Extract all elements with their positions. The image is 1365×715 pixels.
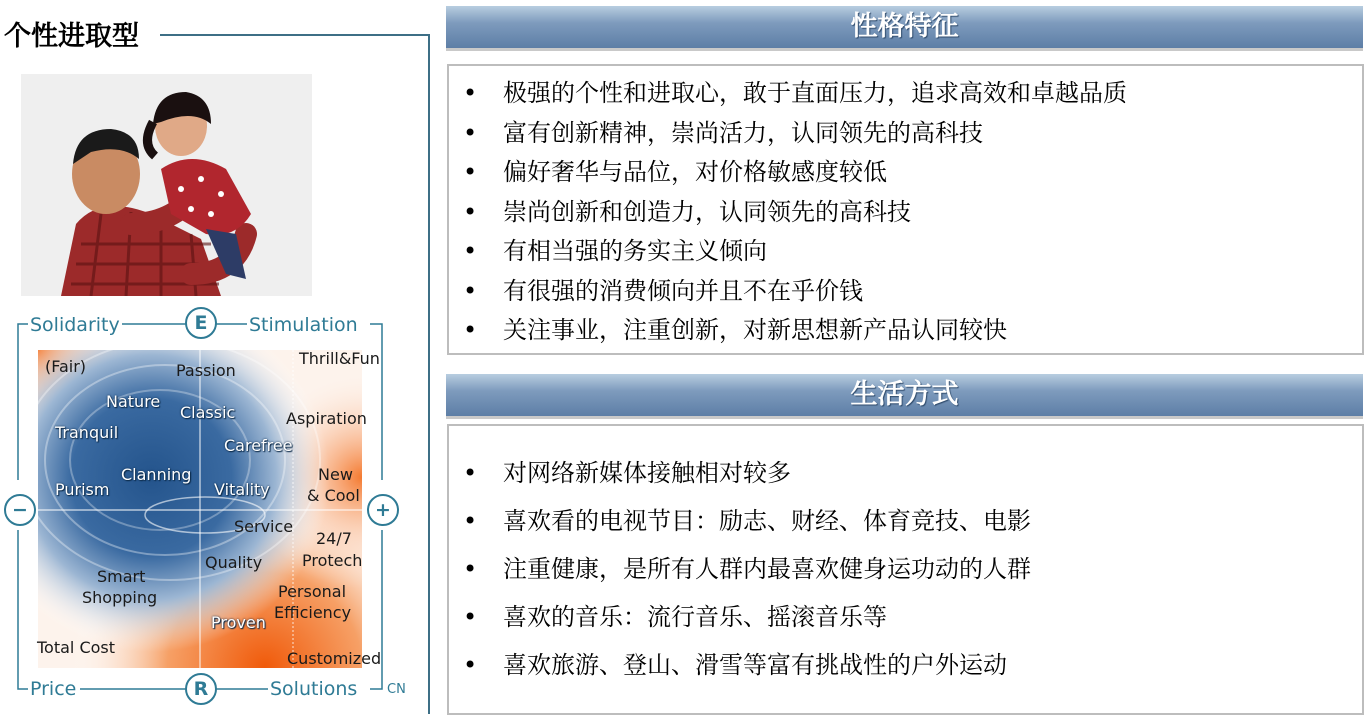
- map-label-new: New: [318, 465, 353, 484]
- lifestyle-item: • 喜欢看的电视节目：励志、财经、体育竞技、电影: [449, 497, 1362, 545]
- axis-price: Price: [30, 678, 77, 700]
- map-label-cool: & Cool: [307, 486, 360, 505]
- lifestyle-item: • 注重健康，是所有人群内最喜欢健身运功动的人群: [449, 545, 1362, 593]
- corner-tag: CN: [387, 682, 406, 697]
- father-daughter-photo: [21, 74, 312, 296]
- map-label-quality: Quality: [205, 553, 263, 572]
- personality-item: • 崇尚创新和创造力，认同领先的高科技: [449, 193, 1362, 233]
- lifestyle-item: • 对网络新媒体接触相对较多: [449, 449, 1362, 497]
- marker-e: E: [185, 307, 217, 339]
- page-title: 个性进取型: [4, 21, 139, 52]
- personality-item: • 有相当强的务实主义倾向: [449, 232, 1362, 272]
- axis-solutions: Solutions: [270, 678, 358, 700]
- minus-icon: −: [4, 494, 36, 526]
- value-map: [0, 300, 430, 714]
- map-label-total-cost: Total Cost: [37, 638, 116, 657]
- map-label-passion: Passion: [176, 361, 236, 380]
- map-label-fair: (Fair): [45, 357, 87, 376]
- axis-solidarity: Solidarity: [30, 314, 120, 336]
- map-label-personal-line2: Efficiency: [274, 603, 352, 622]
- lifestyle-box: [447, 424, 1364, 715]
- personality-item: • 极强的个性和进取心，敢于直面压力，追求高效和卓越品质: [449, 74, 1362, 114]
- lifestyle-list: [449, 426, 1362, 689]
- map-label-thrill: Thrill&Fun: [299, 349, 380, 368]
- map-label-clanning: Clanning: [121, 465, 192, 484]
- plus-icon: +: [367, 494, 399, 526]
- map-label-nature: Nature: [106, 392, 161, 411]
- map-label-protech-line1: 24/7: [316, 529, 352, 548]
- frame-divider-top: [160, 34, 430, 36]
- personality-header: 性格特征: [446, 6, 1363, 51]
- personality-item: • 富有创新精神，崇尚活力，认同领先的高科技: [449, 114, 1362, 154]
- personality-item: • 关注事业，注重创新，对新思想新产品认同较快: [449, 311, 1362, 351]
- map-label-smart-line2: Shopping: [82, 588, 158, 607]
- map-label-smart-line1: Smart: [97, 567, 146, 586]
- map-label-tranquil: Tranquil: [55, 423, 119, 442]
- map-label-customized: Customized: [287, 649, 382, 668]
- axis-stimulation: Stimulation: [249, 314, 358, 336]
- lifestyle-header: 生活方式: [446, 374, 1363, 419]
- personality-list: [449, 66, 1362, 351]
- map-label-aspiration: Aspiration: [286, 409, 367, 428]
- map-label-protech-line2: Protech: [302, 551, 363, 570]
- personality-item: • 偏好奢华与品位，对价格敏感度较低: [449, 153, 1362, 193]
- map-label-vitality: Vitality: [214, 480, 270, 499]
- map-label-purism: Purism: [55, 480, 110, 499]
- map-label-carefree: Carefree: [224, 436, 293, 455]
- personality-item: • 有很强的消费倾向并且不在乎价钱: [449, 272, 1362, 312]
- lifestyle-item: • 喜欢的音乐：流行音乐、摇滚音乐等: [449, 593, 1362, 641]
- map-label-classic: Classic: [180, 403, 236, 422]
- map-label-proven: Proven: [211, 613, 266, 632]
- map-label-service: Service: [234, 517, 294, 536]
- lifestyle-item: • 喜欢旅游、登山、滑雪等富有挑战性的户外运动: [449, 641, 1362, 689]
- marker-r: R: [185, 673, 217, 705]
- personality-box: [447, 64, 1364, 355]
- map-label-personal-line1: Personal: [278, 582, 347, 601]
